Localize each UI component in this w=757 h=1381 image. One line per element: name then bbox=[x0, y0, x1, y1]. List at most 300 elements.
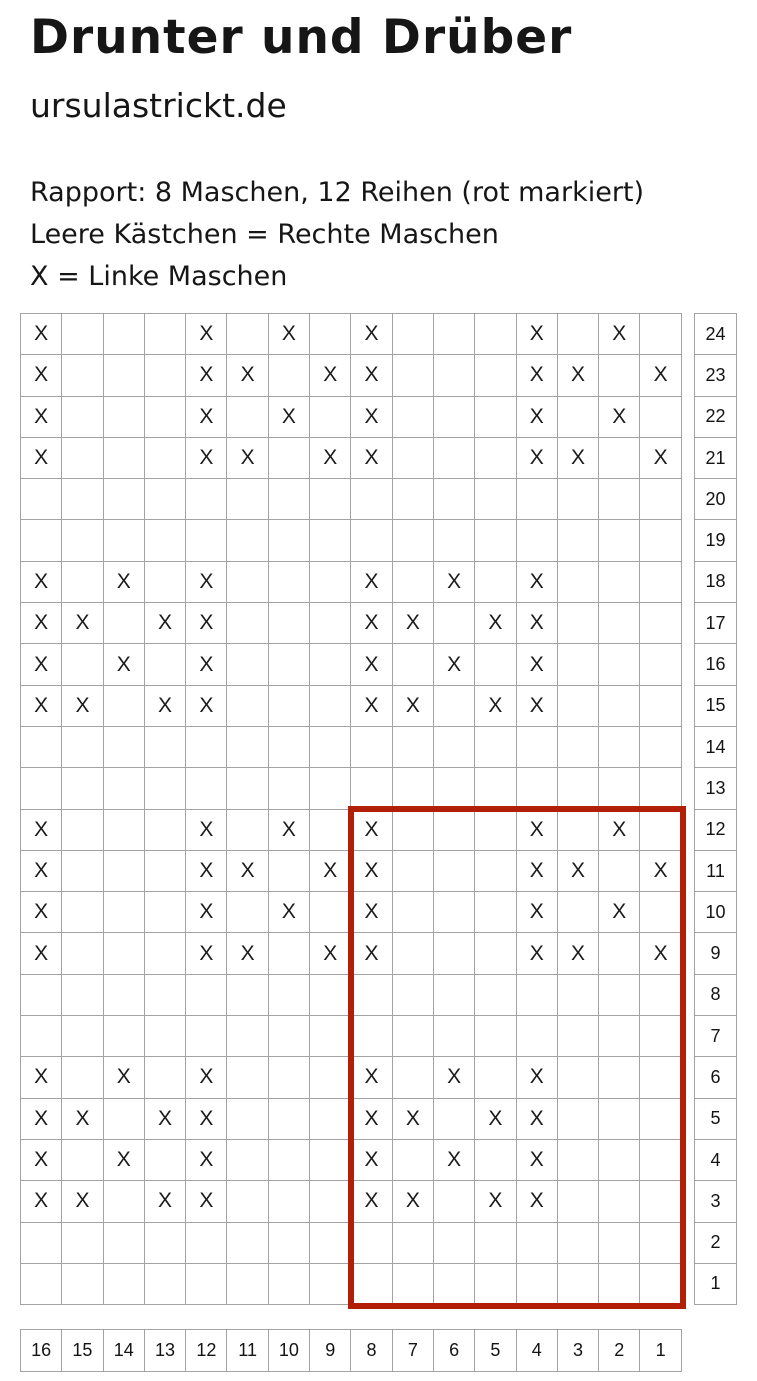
grid-cell-knit bbox=[227, 314, 268, 355]
grid-cell-knit bbox=[62, 644, 103, 685]
grid-cell-knit bbox=[558, 1140, 599, 1181]
row-number-cell: 17 bbox=[695, 603, 737, 644]
grid-cell-knit bbox=[434, 314, 475, 355]
grid-cell-purl: X bbox=[517, 397, 558, 438]
grid-cell-purl: X bbox=[145, 1099, 186, 1140]
grid-cell-knit bbox=[475, 355, 516, 396]
grid-cell-knit bbox=[393, 355, 434, 396]
grid-cell-knit bbox=[475, 479, 516, 520]
grid-cell-purl: X bbox=[186, 397, 227, 438]
grid-cell-knit bbox=[269, 520, 310, 561]
grid-cell-purl: X bbox=[310, 355, 351, 396]
grid-cell-knit bbox=[104, 479, 145, 520]
grid-cell-knit bbox=[310, 644, 351, 685]
grid-cell-purl: X bbox=[599, 810, 640, 851]
grid-cell-knit bbox=[310, 562, 351, 603]
row-number-cell: 19 bbox=[695, 520, 737, 561]
grid-cell-purl: X bbox=[310, 438, 351, 479]
grid-cell-purl: X bbox=[517, 851, 558, 892]
grid-cell-knit bbox=[186, 1264, 227, 1305]
grid-cell-purl: X bbox=[21, 1057, 62, 1098]
grid-cell-purl: X bbox=[145, 603, 186, 644]
grid-cell-knit bbox=[310, 1264, 351, 1305]
row-number-cell: 3 bbox=[695, 1181, 737, 1222]
grid-cell-knit bbox=[104, 1223, 145, 1264]
grid-cell-purl: X bbox=[21, 314, 62, 355]
grid-cell-knit bbox=[269, 975, 310, 1016]
grid-cell-knit bbox=[599, 1223, 640, 1264]
column-number-cell: 10 bbox=[269, 1330, 310, 1372]
grid-cell-knit bbox=[640, 1140, 681, 1181]
grid-cell-knit bbox=[269, 1264, 310, 1305]
grid-cell-knit bbox=[62, 810, 103, 851]
grid-cell-knit bbox=[640, 1223, 681, 1264]
grid-cell-knit bbox=[145, 644, 186, 685]
grid-cell-knit bbox=[269, 727, 310, 768]
grid-cell-knit bbox=[434, 851, 475, 892]
grid-cell-purl: X bbox=[517, 1140, 558, 1181]
grid-cell-purl: X bbox=[186, 1140, 227, 1181]
grid-cell-knit bbox=[269, 1181, 310, 1222]
grid-cell-knit bbox=[475, 1016, 516, 1057]
grid-cell-purl: X bbox=[475, 603, 516, 644]
grid-cell-purl: X bbox=[434, 1140, 475, 1181]
grid-cell-purl: X bbox=[227, 933, 268, 974]
grid-cell-knit bbox=[310, 479, 351, 520]
grid-cell-knit bbox=[517, 975, 558, 1016]
grid-cell-knit bbox=[62, 768, 103, 809]
column-number-cell: 6 bbox=[434, 1330, 475, 1372]
grid-cell-knit bbox=[434, 355, 475, 396]
grid-cell-knit bbox=[517, 727, 558, 768]
grid-cell-knit bbox=[62, 1223, 103, 1264]
grid-cell-knit bbox=[558, 520, 599, 561]
grid-cell-purl: X bbox=[269, 810, 310, 851]
grid-cell-knit bbox=[269, 438, 310, 479]
grid-cell-knit bbox=[640, 975, 681, 1016]
grid-cell-purl: X bbox=[21, 686, 62, 727]
grid-cell-purl: X bbox=[351, 355, 392, 396]
grid-cell-knit bbox=[475, 892, 516, 933]
grid-cell-purl: X bbox=[186, 644, 227, 685]
grid-cell-knit bbox=[434, 479, 475, 520]
grid-cell-purl: X bbox=[434, 644, 475, 685]
grid-cell-knit bbox=[227, 1140, 268, 1181]
grid-cell-knit bbox=[558, 644, 599, 685]
grid-cell-knit bbox=[351, 727, 392, 768]
grid-cell-purl: X bbox=[351, 1181, 392, 1222]
grid-cell-knit bbox=[145, 314, 186, 355]
grid-cell-knit bbox=[434, 686, 475, 727]
grid-cell-purl: X bbox=[351, 1140, 392, 1181]
grid-cell-knit bbox=[269, 355, 310, 396]
grid-cell-knit bbox=[227, 479, 268, 520]
grid-cell-knit bbox=[517, 479, 558, 520]
grid-cell-purl: X bbox=[351, 851, 392, 892]
grid-cell-purl: X bbox=[517, 438, 558, 479]
grid-cell-knit bbox=[393, 1057, 434, 1098]
grid-cell-purl: X bbox=[269, 314, 310, 355]
grid-cell-knit bbox=[351, 768, 392, 809]
grid-cell-knit bbox=[517, 1016, 558, 1057]
grid-cell-knit bbox=[310, 975, 351, 1016]
row-number-cell: 1 bbox=[695, 1264, 737, 1305]
grid-cell-purl: X bbox=[640, 438, 681, 479]
grid-cell-knit bbox=[558, 892, 599, 933]
grid-cell-knit bbox=[434, 933, 475, 974]
grid-cell-knit bbox=[558, 479, 599, 520]
grid-cell-knit bbox=[599, 355, 640, 396]
grid-cell-knit bbox=[434, 1099, 475, 1140]
grid-cell-knit bbox=[310, 768, 351, 809]
grid-cell-knit bbox=[104, 355, 145, 396]
grid-cell-knit bbox=[21, 1264, 62, 1305]
grid-cell-knit bbox=[104, 1181, 145, 1222]
grid-cell-knit bbox=[558, 686, 599, 727]
page-title: Drunter und Drüber bbox=[30, 10, 573, 65]
grid-cell-knit bbox=[599, 768, 640, 809]
grid-cell-knit bbox=[21, 975, 62, 1016]
grid-cell-purl: X bbox=[475, 686, 516, 727]
grid-cell-knit bbox=[227, 1264, 268, 1305]
grid-cell-knit bbox=[310, 810, 351, 851]
grid-cell-knit bbox=[310, 1223, 351, 1264]
row-number-cell: 8 bbox=[695, 975, 737, 1016]
column-number-cell: 4 bbox=[517, 1330, 558, 1372]
grid-cell-knit bbox=[475, 438, 516, 479]
grid-cell-purl: X bbox=[227, 851, 268, 892]
grid-cell-knit bbox=[351, 1223, 392, 1264]
grid-cell-knit bbox=[145, 355, 186, 396]
grid-cell-knit bbox=[227, 603, 268, 644]
grid-cell-purl: X bbox=[599, 314, 640, 355]
grid-cell-knit bbox=[145, 438, 186, 479]
grid-cell-knit bbox=[145, 1223, 186, 1264]
grid-cell-knit bbox=[393, 727, 434, 768]
grid-cell-knit bbox=[62, 727, 103, 768]
grid-cell-knit bbox=[104, 520, 145, 561]
grid-cell-knit bbox=[310, 397, 351, 438]
grid-cell-purl: X bbox=[21, 438, 62, 479]
grid-cell-knit bbox=[434, 975, 475, 1016]
row-number-cell: 13 bbox=[695, 768, 737, 809]
grid-cell-purl: X bbox=[145, 1181, 186, 1222]
grid-cell-purl: X bbox=[145, 686, 186, 727]
row-numbers bbox=[694, 313, 737, 1305]
grid-cell-purl: X bbox=[393, 1099, 434, 1140]
grid-cell-purl: X bbox=[351, 438, 392, 479]
grid-cell-knit bbox=[21, 520, 62, 561]
grid-cell-purl: X bbox=[351, 810, 392, 851]
grid-cell-knit bbox=[558, 810, 599, 851]
grid-cell-knit bbox=[599, 1099, 640, 1140]
grid-cell-knit bbox=[393, 1140, 434, 1181]
grid-cell-knit bbox=[351, 479, 392, 520]
grid-cell-knit bbox=[310, 1016, 351, 1057]
grid-cell-knit bbox=[475, 644, 516, 685]
grid-cell-knit bbox=[599, 975, 640, 1016]
grid-cell-knit bbox=[62, 1140, 103, 1181]
legend-rapport-line: Rapport: 8 Maschen, 12 Reihen (rot markiert) bbox=[30, 177, 645, 208]
grid-cell-knit bbox=[104, 397, 145, 438]
grid-cell-knit bbox=[393, 479, 434, 520]
grid-cell-knit bbox=[393, 1016, 434, 1057]
grid-cell-purl: X bbox=[599, 892, 640, 933]
grid-cell-knit bbox=[558, 768, 599, 809]
grid-cell-knit bbox=[269, 768, 310, 809]
row-number-cell: 18 bbox=[695, 562, 737, 603]
grid-cell-knit bbox=[434, 768, 475, 809]
column-number-cell: 15 bbox=[62, 1330, 103, 1372]
grid-cell-knit bbox=[640, 397, 681, 438]
grid-cell-purl: X bbox=[640, 355, 681, 396]
grid-cell-knit bbox=[21, 768, 62, 809]
grid-cell-knit bbox=[640, 562, 681, 603]
row-number-cell: 14 bbox=[695, 727, 737, 768]
grid-cell-purl: X bbox=[517, 1057, 558, 1098]
grid-cell-knit bbox=[599, 603, 640, 644]
grid-cell-knit bbox=[145, 933, 186, 974]
grid-cell-purl: X bbox=[21, 603, 62, 644]
grid-cell-knit bbox=[62, 562, 103, 603]
grid-cell-purl: X bbox=[517, 1099, 558, 1140]
grid-cell-knit bbox=[310, 1140, 351, 1181]
grid-cell-knit bbox=[186, 1223, 227, 1264]
grid-cell-knit bbox=[227, 1057, 268, 1098]
grid-cell-knit bbox=[558, 1264, 599, 1305]
grid-cell-knit bbox=[475, 1264, 516, 1305]
column-number-cell: 14 bbox=[104, 1330, 145, 1372]
grid-cell-knit bbox=[269, 644, 310, 685]
knitting-grid bbox=[20, 313, 682, 1305]
grid-cell-purl: X bbox=[186, 438, 227, 479]
grid-cell-purl: X bbox=[517, 686, 558, 727]
grid-cell-purl: X bbox=[351, 686, 392, 727]
column-number-cell: 16 bbox=[21, 1330, 62, 1372]
grid-cell-knit bbox=[640, 1057, 681, 1098]
grid-cell-knit bbox=[269, 1016, 310, 1057]
grid-cell-purl: X bbox=[104, 1140, 145, 1181]
grid-cell-knit bbox=[558, 1223, 599, 1264]
column-number-cell: 12 bbox=[186, 1330, 227, 1372]
grid-cell-knit bbox=[269, 479, 310, 520]
grid-cell-knit bbox=[145, 851, 186, 892]
grid-cell-knit bbox=[599, 933, 640, 974]
grid-cell-knit bbox=[227, 810, 268, 851]
row-number-cell: 21 bbox=[695, 438, 737, 479]
grid-cell-knit bbox=[269, 1099, 310, 1140]
grid-cell-purl: X bbox=[640, 851, 681, 892]
column-numbers bbox=[20, 1329, 682, 1372]
grid-cell-knit bbox=[145, 479, 186, 520]
row-number-cell: 4 bbox=[695, 1140, 737, 1181]
grid-cell-knit bbox=[475, 768, 516, 809]
grid-cell-knit bbox=[393, 314, 434, 355]
grid-cell-purl: X bbox=[186, 314, 227, 355]
grid-cell-knit bbox=[21, 727, 62, 768]
grid-cell-knit bbox=[269, 933, 310, 974]
grid-cell-knit bbox=[104, 892, 145, 933]
legend-empty-boxes-line: Leere Kästchen = Rechte Maschen bbox=[30, 219, 499, 250]
grid-cell-knit bbox=[599, 644, 640, 685]
grid-cell-knit bbox=[104, 810, 145, 851]
grid-cell-knit bbox=[104, 1264, 145, 1305]
grid-cell-knit bbox=[227, 562, 268, 603]
grid-cell-knit bbox=[227, 727, 268, 768]
column-number-cell: 7 bbox=[393, 1330, 434, 1372]
grid-cell-knit bbox=[62, 1264, 103, 1305]
grid-cell-knit bbox=[351, 1016, 392, 1057]
grid-cell-knit bbox=[145, 1057, 186, 1098]
grid-cell-purl: X bbox=[351, 603, 392, 644]
grid-cell-knit bbox=[62, 892, 103, 933]
grid-cell-knit bbox=[640, 1099, 681, 1140]
grid-cell-knit bbox=[269, 686, 310, 727]
grid-cell-knit bbox=[475, 562, 516, 603]
grid-cell-knit bbox=[434, 438, 475, 479]
grid-cell-knit bbox=[227, 1099, 268, 1140]
grid-cell-knit bbox=[186, 520, 227, 561]
row-number-cell: 7 bbox=[695, 1016, 737, 1057]
column-number-cell: 8 bbox=[351, 1330, 392, 1372]
grid-cell-knit bbox=[475, 520, 516, 561]
grid-cell-knit bbox=[227, 1016, 268, 1057]
grid-cell-purl: X bbox=[393, 686, 434, 727]
grid-cell-purl: X bbox=[21, 397, 62, 438]
grid-cell-knit bbox=[104, 727, 145, 768]
grid-cell-purl: X bbox=[186, 810, 227, 851]
grid-cell-knit bbox=[640, 768, 681, 809]
grid-cell-knit bbox=[599, 562, 640, 603]
grid-cell-knit bbox=[558, 1181, 599, 1222]
grid-cell-purl: X bbox=[269, 892, 310, 933]
grid-cell-purl: X bbox=[517, 933, 558, 974]
grid-cell-knit bbox=[21, 479, 62, 520]
grid-cell-knit bbox=[145, 975, 186, 1016]
grid-cell-knit bbox=[599, 1264, 640, 1305]
grid-cell-knit bbox=[145, 520, 186, 561]
grid-cell-knit bbox=[475, 314, 516, 355]
grid-cell-knit bbox=[558, 727, 599, 768]
grid-cell-knit bbox=[434, 727, 475, 768]
grid-cell-knit bbox=[269, 1057, 310, 1098]
grid-cell-knit bbox=[62, 933, 103, 974]
grid-cell-knit bbox=[104, 1016, 145, 1057]
grid-cell-knit bbox=[517, 1223, 558, 1264]
grid-cell-knit bbox=[269, 1223, 310, 1264]
grid-cell-knit bbox=[517, 1264, 558, 1305]
grid-cell-knit bbox=[393, 933, 434, 974]
grid-cell-knit bbox=[62, 520, 103, 561]
grid-cell-knit bbox=[227, 397, 268, 438]
row-number-cell: 23 bbox=[695, 355, 737, 396]
grid-cell-knit bbox=[393, 520, 434, 561]
grid-cell-purl: X bbox=[517, 562, 558, 603]
column-number-cell: 5 bbox=[475, 1330, 516, 1372]
grid-cell-knit bbox=[475, 810, 516, 851]
grid-cell-knit bbox=[558, 603, 599, 644]
grid-cell-purl: X bbox=[310, 933, 351, 974]
row-number-cell: 5 bbox=[695, 1099, 737, 1140]
grid-cell-knit bbox=[269, 851, 310, 892]
row-number-cell: 2 bbox=[695, 1223, 737, 1264]
grid-cell-knit bbox=[269, 562, 310, 603]
grid-cell-knit bbox=[640, 314, 681, 355]
grid-cell-purl: X bbox=[351, 933, 392, 974]
grid-cell-purl: X bbox=[558, 355, 599, 396]
grid-cell-knit bbox=[310, 1057, 351, 1098]
grid-cell-knit bbox=[21, 1223, 62, 1264]
grid-cell-purl: X bbox=[21, 892, 62, 933]
grid-cell-knit bbox=[310, 892, 351, 933]
grid-cell-knit bbox=[475, 1057, 516, 1098]
grid-cell-purl: X bbox=[475, 1099, 516, 1140]
grid-cell-knit bbox=[640, 479, 681, 520]
grid-cell-purl: X bbox=[21, 851, 62, 892]
grid-cell-knit bbox=[434, 1016, 475, 1057]
grid-cell-knit bbox=[227, 520, 268, 561]
grid-cell-knit bbox=[104, 603, 145, 644]
row-number-cell: 9 bbox=[695, 933, 737, 974]
grid-cell-knit bbox=[599, 520, 640, 561]
grid-cell-purl: X bbox=[21, 355, 62, 396]
grid-cell-purl: X bbox=[21, 562, 62, 603]
grid-cell-knit bbox=[475, 1223, 516, 1264]
grid-cell-knit bbox=[104, 686, 145, 727]
grid-cell-knit bbox=[393, 644, 434, 685]
grid-cell-knit bbox=[393, 768, 434, 809]
grid-cell-knit bbox=[517, 768, 558, 809]
grid-cell-purl: X bbox=[434, 562, 475, 603]
grid-cell-purl: X bbox=[62, 1099, 103, 1140]
grid-cell-knit bbox=[393, 438, 434, 479]
grid-cell-knit bbox=[475, 851, 516, 892]
grid-cell-purl: X bbox=[62, 603, 103, 644]
grid-cell-purl: X bbox=[186, 686, 227, 727]
grid-cell-purl: X bbox=[351, 1099, 392, 1140]
grid-cell-knit bbox=[393, 892, 434, 933]
knitting-chart bbox=[20, 313, 726, 1360]
grid-cell-knit bbox=[104, 975, 145, 1016]
grid-cell-purl: X bbox=[517, 1181, 558, 1222]
grid-cell-purl: X bbox=[186, 562, 227, 603]
grid-cell-purl: X bbox=[558, 438, 599, 479]
grid-cell-purl: X bbox=[62, 1181, 103, 1222]
grid-cell-knit bbox=[434, 520, 475, 561]
grid-cell-knit bbox=[558, 314, 599, 355]
grid-cell-purl: X bbox=[351, 644, 392, 685]
grid-cell-knit bbox=[310, 727, 351, 768]
grid-cell-knit bbox=[104, 851, 145, 892]
grid-cell-purl: X bbox=[186, 355, 227, 396]
grid-cell-knit bbox=[145, 892, 186, 933]
grid-cell-knit bbox=[62, 314, 103, 355]
grid-cell-knit bbox=[186, 479, 227, 520]
grid-cell-purl: X bbox=[186, 1181, 227, 1222]
grid-cell-knit bbox=[558, 1016, 599, 1057]
grid-cell-purl: X bbox=[269, 397, 310, 438]
grid-cell-knit bbox=[145, 562, 186, 603]
grid-cell-purl: X bbox=[517, 810, 558, 851]
site-url: ursulastrickt.de bbox=[30, 86, 287, 125]
grid-cell-knit bbox=[475, 397, 516, 438]
grid-cell-knit bbox=[62, 438, 103, 479]
grid-cell-knit bbox=[104, 933, 145, 974]
grid-cell-knit bbox=[558, 1057, 599, 1098]
grid-cell-knit bbox=[599, 727, 640, 768]
grid-cell-purl: X bbox=[104, 562, 145, 603]
grid-cell-knit bbox=[475, 727, 516, 768]
